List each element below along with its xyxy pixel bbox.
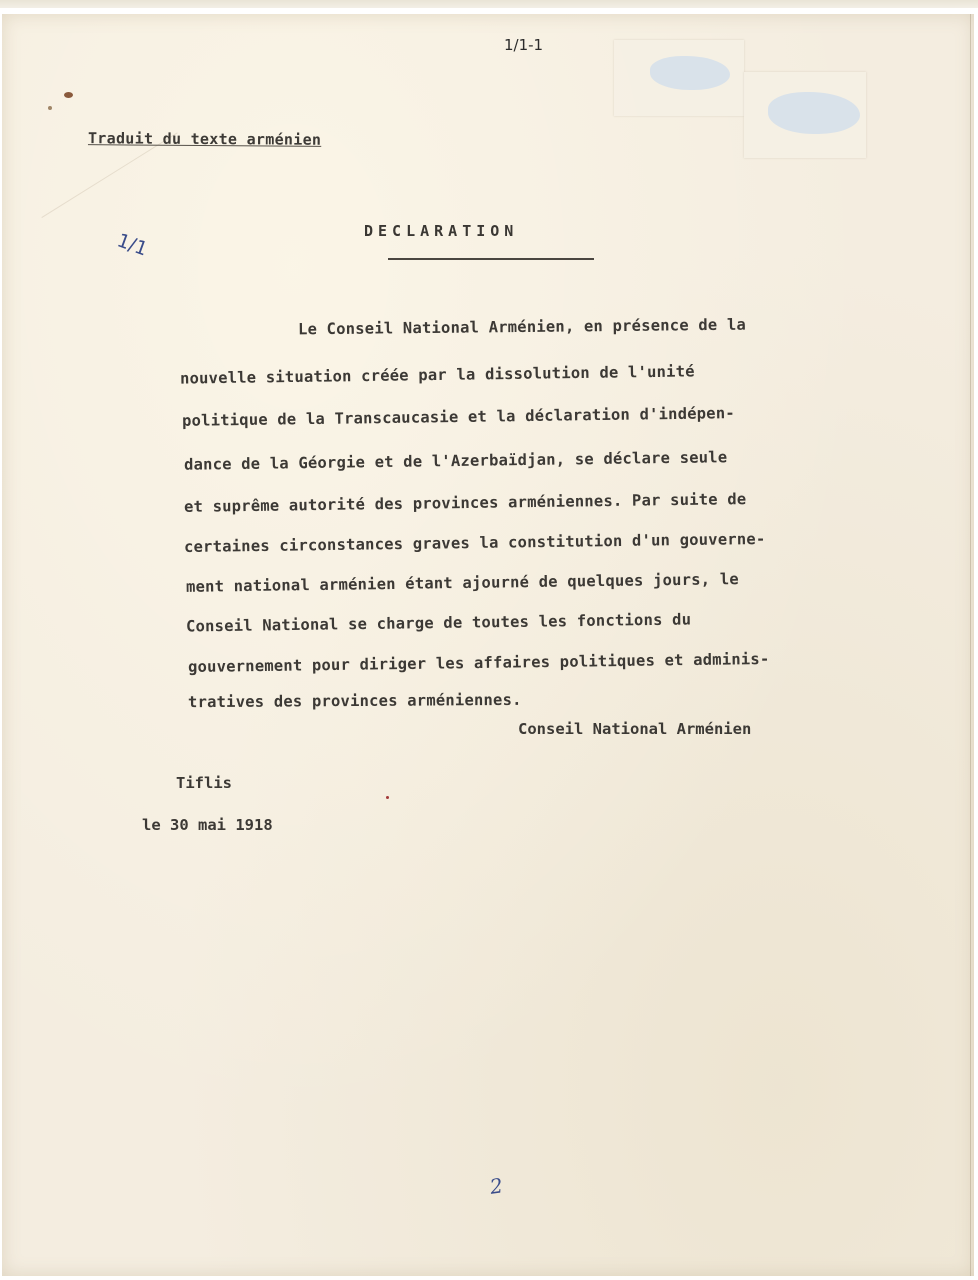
body-line: dance de la Géorgie et de l'Azerbaïdjan, se déclare seule bbox=[183, 448, 728, 474]
body-line: ment national arménien étant ajourné de quelques jours, le bbox=[185, 570, 739, 596]
scan-top-edge bbox=[0, 0, 978, 8]
date-of-issue: le 30 mai 1918 bbox=[142, 816, 273, 834]
body-line: certaines circonstances graves la constitution d'un gouverne- bbox=[183, 529, 766, 557]
translation-note: Traduit du texte arménien bbox=[87, 129, 322, 149]
paper-wear-spot bbox=[650, 56, 730, 90]
rust-stain bbox=[64, 92, 73, 98]
paper-crease bbox=[2, 31, 178, 218]
body-line: gouvernement pour diriger les affaires politiques et adminis- bbox=[187, 649, 770, 677]
body-line: et suprême autorité des provinces arméniennes. Par suite de bbox=[183, 490, 747, 516]
paper-wear-spot bbox=[768, 92, 860, 134]
place-of-issue: Tiflis bbox=[176, 774, 232, 792]
archive-reference: 1/1-1 bbox=[504, 36, 544, 54]
handwritten-margin-mark: 1/1 bbox=[114, 229, 151, 261]
document-title: DECLARATION bbox=[364, 222, 519, 240]
pin-hole bbox=[48, 106, 52, 110]
body-line: Le Conseil National Arménien, en présence de la bbox=[297, 315, 747, 339]
title-underline bbox=[388, 258, 594, 260]
document-page bbox=[2, 14, 974, 1276]
paper-edge bbox=[970, 14, 971, 1276]
body-line: politique de la Transcaucasie et la déclaration d'indépen- bbox=[181, 404, 735, 430]
handwritten-page-number: 2 bbox=[488, 1173, 505, 1199]
body-line: nouvelle situation créée par la dissolution de l'unité bbox=[179, 362, 695, 388]
ink-dot bbox=[386, 796, 389, 799]
signature-line: Conseil National Arménien bbox=[518, 720, 752, 738]
body-line: tratives des provinces arméniennes. bbox=[187, 690, 522, 712]
body-line: Conseil National se charge de toutes les fonctions du bbox=[185, 610, 692, 636]
